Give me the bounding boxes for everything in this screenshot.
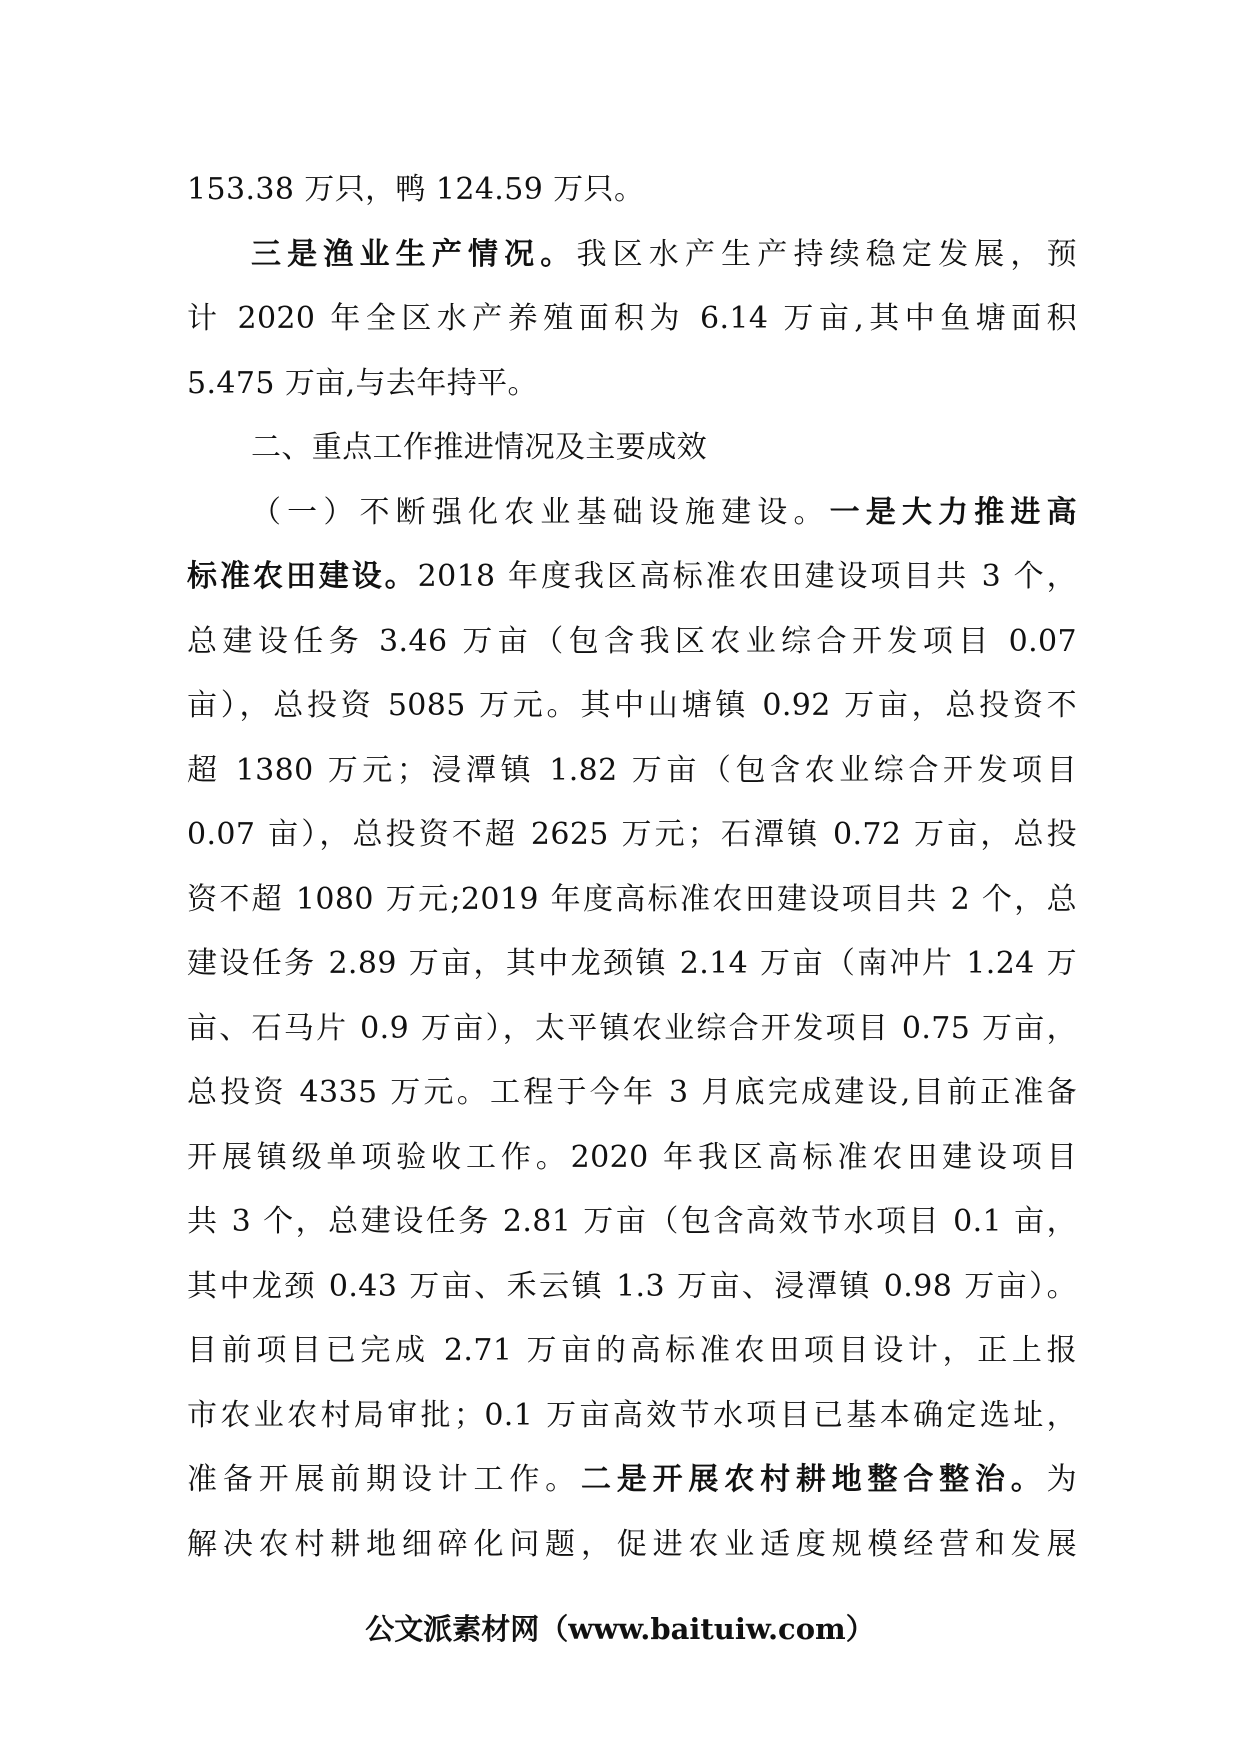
text-line: 标准农田建设。2018 年度我区高标准农田建设项目共 3 个，	[187, 559, 1077, 594]
footer-watermark: 公文派素材网（www.baituiw.com）	[365, 1612, 875, 1646]
text-line: 亩），总投资 5085 万元。其中山塘镇 0.92 万亩，总投资不	[187, 688, 1077, 723]
text-line: 5.475 万亩,与去年持平。	[187, 365, 538, 401]
text-line: 市农业农村局审批；0.1 万亩高效节水项目已基本确定选址，	[187, 1397, 1077, 1433]
bold-heading: 三是渔业生产情况。	[251, 236, 577, 272]
text-line: 建设任务 2.89 万亩，其中龙颈镇 2.14 万亩（南冲片 1.24 万	[187, 946, 1077, 981]
text-line: （一）不断强化农业基础设施建设。一是大力推进高	[251, 494, 1077, 530]
text-line: 超 1380 万元；浸潭镇 1.82 万亩（包含农业综合开发项目	[187, 752, 1077, 788]
text-line: 153.38 万只，鸭 124.59 万只。	[187, 172, 645, 207]
text-line: 准备开展前期设计工作。二是开展农村耕地整合整治。为	[187, 1462, 1077, 1497]
text-line: 0.07 亩），总投资不超 2625 万元；石潭镇 0.72 万亩，总投	[187, 817, 1077, 852]
text-line: 三是渔业生产情况。我区水产生产持续稳定发展，预	[251, 236, 1077, 272]
text-line: 目前项目已完成 2.71 万亩的高标准农田项目设计，正上报	[187, 1333, 1077, 1368]
text-line: 亩、石马片 0.9 万亩），太平镇农业综合开发项目 0.75 万亩，	[187, 1010, 1077, 1046]
text-line: 计 2020 年全区水产养殖面积为 6.14 万亩,其中鱼塘面积	[187, 301, 1077, 336]
bold-heading: 一是大力推进高	[829, 494, 1077, 530]
text-line: 资不超 1080 万元;2019 年度高标准农田建设项目共 2 个，总	[187, 881, 1077, 917]
section-heading: 二、重点工作推进情况及主要成效	[251, 430, 707, 465]
bold-heading: 标准农田建设。	[187, 559, 418, 594]
text-line: 总建设任务 3.46 万亩（包含我区农业综合开发项目 0.07	[187, 623, 1077, 659]
text-line: 共 3 个，总建设任务 2.81 万亩（包含高效节水项目 0.1 亩，	[187, 1204, 1077, 1239]
text-line: 其中龙颈 0.43 万亩、禾云镇 1.3 万亩、浸潭镇 0.98 万亩）。	[187, 1268, 1077, 1304]
text-line: 开展镇级单项验收工作。2020 年我区高标准农田建设项目	[187, 1139, 1077, 1175]
text-line: 总投资 4335 万元。工程于今年 3 月底完成建设,目前正准备	[187, 1075, 1077, 1110]
text-line: 解决农村耕地细碎化问题，促进农业适度规模经营和发展	[187, 1526, 1077, 1562]
document-body	[187, 158, 1077, 1577]
bold-heading: 二是开展农村耕地整合整治。	[580, 1462, 1047, 1497]
